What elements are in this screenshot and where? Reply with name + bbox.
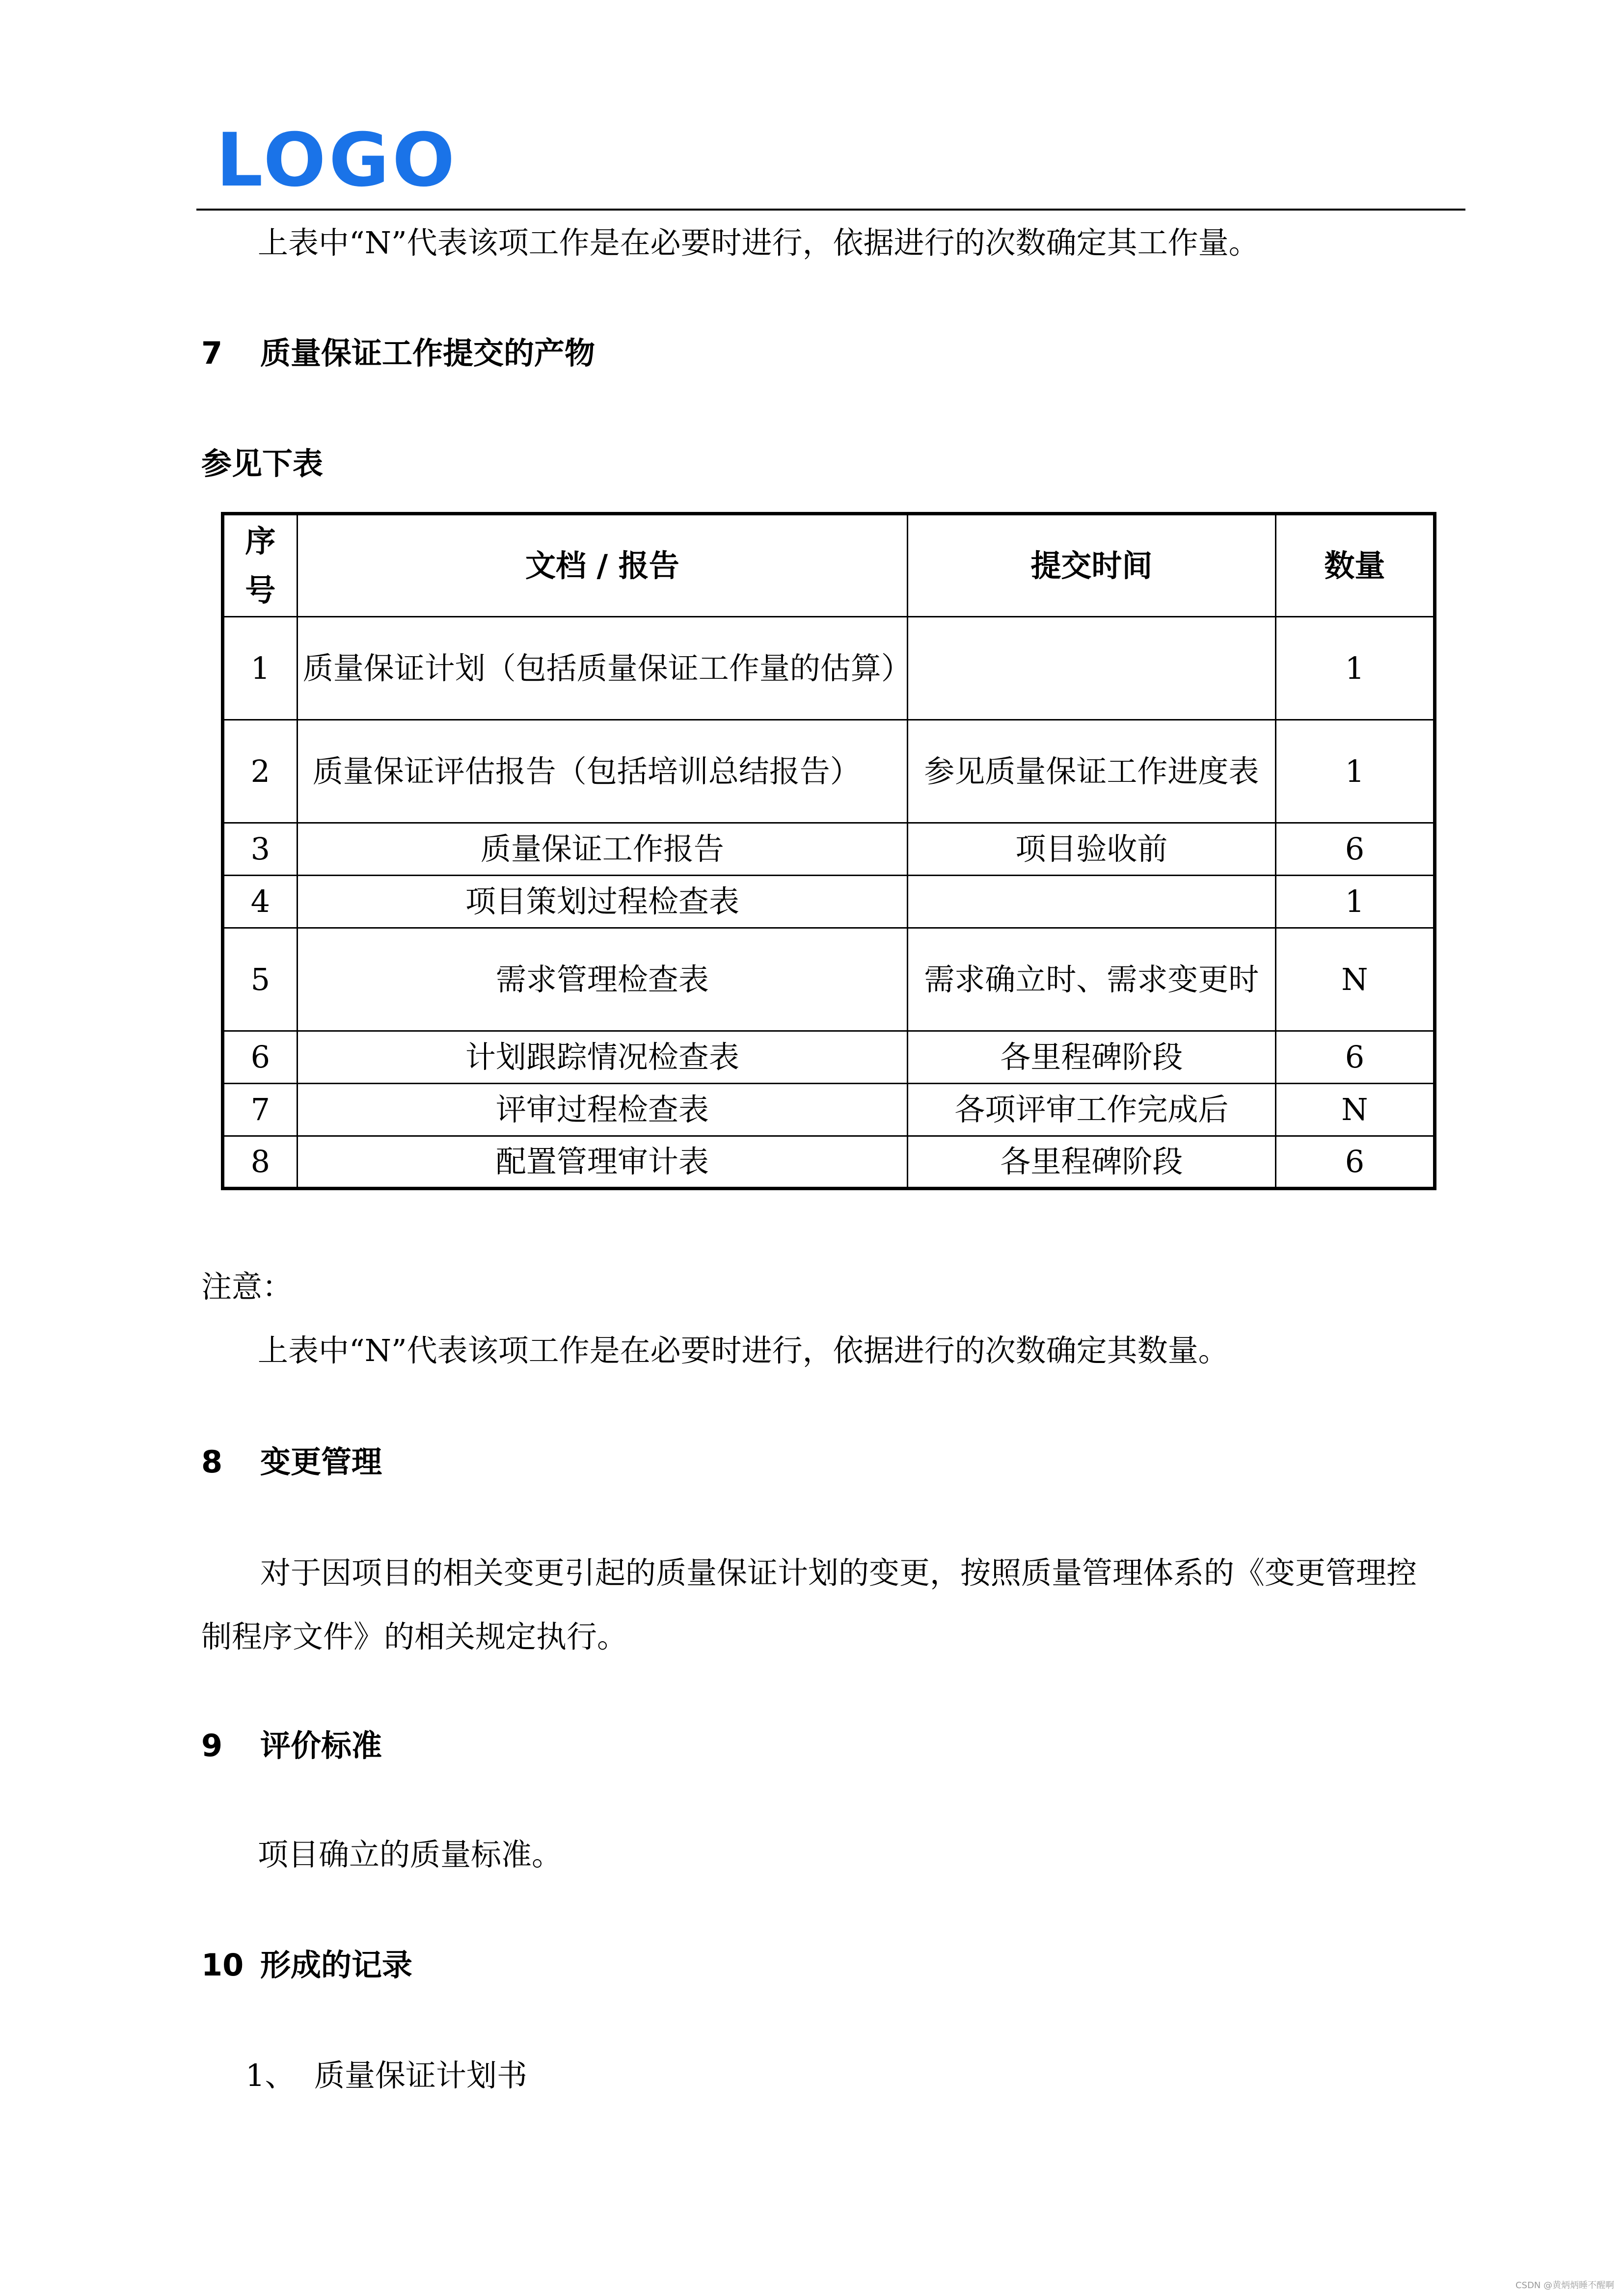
cell-doc-text: 质量保证计划（包括质量保证工作量的估算）: [302, 650, 912, 686]
cell-time-text: 参见质量保证工作进度表: [924, 753, 1259, 789]
cell-no: 4: [223, 876, 298, 928]
section-8-heading: [201, 1444, 382, 1480]
cell-no: 1: [223, 617, 298, 720]
cell-no: 7: [223, 1084, 298, 1136]
cell-no: 3: [223, 823, 298, 876]
table-header-row: [223, 514, 1435, 617]
cell-doc: 需求管理检查表: [297, 928, 907, 1031]
cell-qty: 6: [1275, 1136, 1435, 1189]
cell-doc: [297, 617, 912, 720]
products-table: [221, 512, 1436, 1190]
cell-time: 项目验收前: [907, 823, 1275, 876]
table-row: [223, 1084, 1435, 1136]
list-item: [245, 2057, 527, 2094]
header-no-label: 序号: [245, 523, 276, 608]
header-qty: 数量: [1275, 514, 1435, 617]
table-row: [223, 617, 1435, 720]
company-logo: [216, 118, 458, 203]
cell-no: 8: [223, 1136, 298, 1189]
cell-doc: 评审过程检查表: [297, 1084, 907, 1136]
section-title: 变更管理: [260, 1444, 382, 1480]
section-8-body-text: 对于因项目的相关变更引起的质量保证计划的变更，按照质量管理体系的《变更管理控制程序文件》的相关规定执行。: [201, 1555, 1417, 1655]
section-number: 10: [201, 1947, 244, 1983]
cell-qty: 1: [1275, 617, 1435, 720]
section-9-heading: [201, 1728, 382, 1764]
section-title: 质量保证工作提交的产物: [260, 335, 595, 371]
cell-time: 各里程碑阶段: [907, 1031, 1275, 1084]
list-marker: 1、: [245, 2057, 296, 2093]
table-row: [223, 823, 1435, 876]
section-title: 形成的记录: [260, 1947, 413, 1983]
section-8-body: [201, 1541, 1443, 1669]
cell-qty: N: [1275, 1084, 1435, 1136]
table-row: [223, 928, 1435, 1031]
header-no: [223, 514, 298, 617]
cell-qty: 1: [1275, 720, 1435, 823]
header-doc: 文档 / 报告: [297, 514, 907, 617]
section-7-heading: [201, 335, 595, 372]
cell-qty: 1: [1275, 876, 1435, 928]
table-row: [223, 1136, 1435, 1189]
table-row: [223, 720, 1435, 823]
cell-time: [907, 876, 1275, 928]
cell-qty: 6: [1275, 1031, 1435, 1084]
cell-doc: 配置管理审计表: [297, 1136, 907, 1189]
section-9-body: 项目确立的质量标准。: [258, 1837, 563, 1872]
note-label: 注意：: [201, 1269, 293, 1305]
table-row: [223, 1031, 1435, 1084]
cell-doc: 质量保证工作报告: [297, 823, 907, 876]
header-time: 提交时间: [907, 514, 1275, 617]
section-title: 评价标准: [260, 1728, 382, 1763]
section-number: 9: [201, 1728, 223, 1763]
note-text: 上表中“N”代表该项工作是在必要时进行，依据进行的次数确定其数量。: [258, 1333, 1229, 1368]
cell-no: 5: [223, 928, 298, 1031]
see-table-label: 参见下表: [201, 446, 324, 481]
cell-no: 2: [223, 720, 298, 823]
watermark: CSDN @黄炳炳睡不醒啊: [1515, 2280, 1614, 2291]
section-number: 7: [201, 335, 223, 371]
cell-time: [907, 720, 1275, 823]
section-10-heading: [201, 1947, 412, 1983]
cell-time: 各里程碑阶段: [907, 1136, 1275, 1189]
logo-text: LOGO: [216, 118, 458, 203]
cell-time-text: 需求确立时、需求变更时: [924, 961, 1259, 997]
cell-qty: N: [1275, 928, 1435, 1031]
cell-no: 6: [223, 1031, 298, 1084]
section-number: 8: [201, 1444, 223, 1480]
cell-doc: 项目策划过程检查表: [297, 876, 907, 928]
cell-time: 各项评审工作完成后: [907, 1084, 1275, 1136]
cell-doc: 计划跟踪情况检查表: [297, 1031, 907, 1084]
cell-time: [907, 928, 1275, 1031]
header-divider: [196, 209, 1465, 211]
cell-doc: 质量保证评估报告（包括培训总结报告）: [297, 720, 907, 823]
table-row: [223, 876, 1435, 928]
list-item-text: 质量保证计划书: [314, 2057, 528, 2093]
intro-note: 上表中“N”代表该项工作是在必要时进行，依据进行的次数确定其工作量。: [258, 225, 1259, 261]
cell-time: [907, 617, 1275, 720]
cell-qty: 6: [1275, 823, 1435, 876]
